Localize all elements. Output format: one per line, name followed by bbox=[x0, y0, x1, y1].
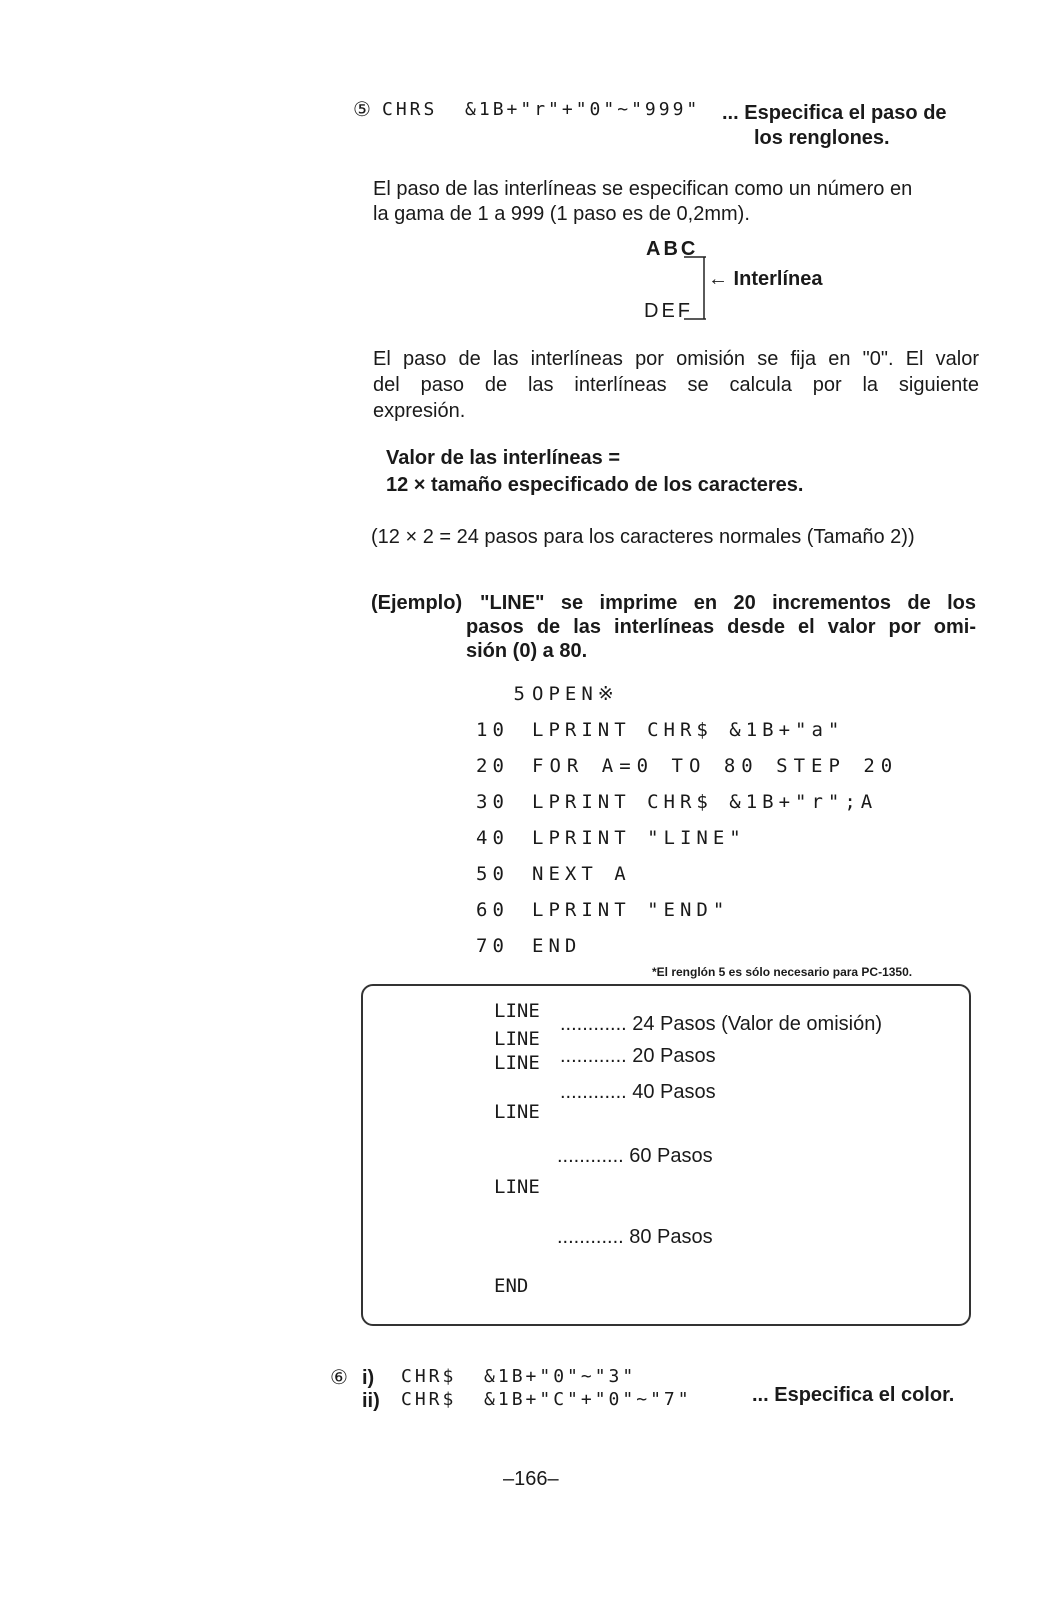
program-line: 40 LPRINT "LINE" bbox=[476, 827, 746, 849]
formula-line1: Valor de las interlíneas = bbox=[386, 447, 621, 469]
output-annotation: ............ 40 Pasos bbox=[560, 1081, 716, 1103]
output-annotation: ............ 20 Pasos bbox=[560, 1045, 716, 1067]
footnote: *El renglón 5 es sólo necesario para PC-1350. bbox=[652, 965, 913, 979]
example-label: (Ejemplo) bbox=[371, 592, 463, 614]
program-line: 30 LPRINT CHR$ &1B+"r";A bbox=[476, 791, 878, 813]
section-5-number: ⑤ bbox=[353, 99, 371, 121]
section-6-i-command: CHR$ &1B+"0"~"3" bbox=[401, 1366, 637, 1387]
diagram-def: DEF bbox=[644, 300, 693, 322]
output-annotation: ............ 80 Pasos bbox=[557, 1226, 713, 1248]
section-5-desc-line2: los renglones. bbox=[754, 127, 890, 149]
normal-size-note: (12 × 2 = 24 pasos para los caracteres normales (Tamaño 2)) bbox=[371, 526, 915, 548]
diagram-abc: ABC bbox=[646, 238, 699, 260]
para2-line3: expresión. bbox=[373, 400, 466, 422]
diagram-label: ← Interlínea bbox=[708, 268, 823, 290]
output-annotation: ............ 60 Pasos bbox=[557, 1145, 713, 1167]
example-line3: sión (0) a 80. bbox=[466, 640, 588, 662]
program-line: 5 OPEN※ bbox=[513, 683, 619, 705]
output-word: LINE bbox=[494, 1000, 540, 1022]
program-line: 70 END bbox=[476, 935, 582, 957]
para2-line2: del paso de las interlíneas se calcula por la siguiente bbox=[373, 374, 979, 396]
program-line: 10 LPRINT CHR$ &1B+"a" bbox=[476, 719, 845, 741]
output-annotation: ............ 24 Pasos (Valor de omisión) bbox=[560, 1013, 882, 1035]
para2-line1: El paso de las interlíneas por omisión se fija en "0". El valor bbox=[373, 348, 979, 370]
example-line1: "LINE" se imprime en 20 incrementos de los bbox=[480, 592, 976, 614]
section-6-i-label: i) bbox=[362, 1367, 375, 1389]
page-number: –166– bbox=[503, 1468, 559, 1490]
output-word: LINE bbox=[494, 1028, 540, 1050]
formula-line2: 12 × tamaño especificado de los caracteres. bbox=[386, 474, 804, 496]
output-word: LINE bbox=[494, 1176, 540, 1198]
section-6-ii-label: ii) bbox=[362, 1390, 380, 1412]
program-line: 50 NEXT A bbox=[476, 863, 631, 885]
program-line: 60 LPRINT "END" bbox=[476, 899, 730, 921]
para1-line1: El paso de las interlíneas se especifican como un número en bbox=[373, 178, 913, 200]
section-6-number: ⑥ bbox=[330, 1367, 348, 1389]
section-5-desc-line1: ... Especifica el paso de bbox=[722, 102, 947, 124]
output-word: LINE bbox=[494, 1101, 540, 1123]
example-line2: pasos de las interlíneas desde el valor por omi- bbox=[466, 616, 976, 638]
output-word: LINE bbox=[494, 1052, 540, 1074]
program-line: 20 FOR A=0 TO 80 STEP 20 bbox=[476, 755, 899, 777]
section-5-command: CHRS &1B+"r"+"0"~"999" bbox=[382, 99, 701, 120]
section-6-desc: ... Especifica el color. bbox=[752, 1384, 955, 1406]
para1-line2: la gama de 1 a 999 (1 paso es de 0,2mm). bbox=[373, 203, 750, 225]
output-word: END bbox=[494, 1275, 529, 1297]
section-6-ii-command: CHR$ &1B+"C"+"0"~"7" bbox=[401, 1389, 692, 1410]
